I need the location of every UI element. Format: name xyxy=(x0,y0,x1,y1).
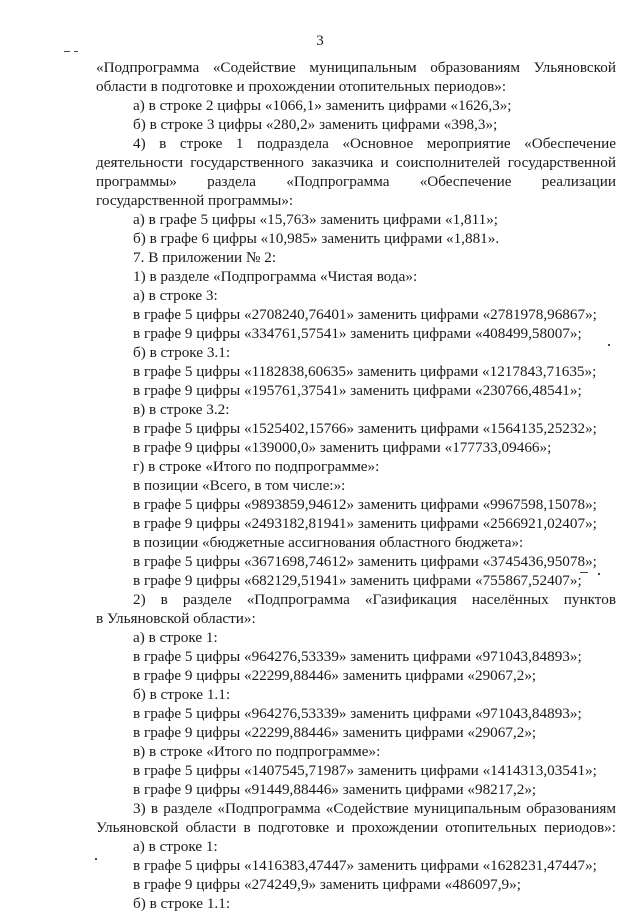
text-line: «Подпрограмма «Содействие муниципальным образованиям Ульяновской xyxy=(96,59,616,76)
text-line: 2) в разделе «Подпрограмма «Газификация населённых пунктов xyxy=(133,591,616,608)
text-line: в графе 5 цифры «3671698,74612» заменить цифрами «3745436,95078»; xyxy=(133,553,597,570)
text-line: б) в строке 3.1: xyxy=(133,344,231,361)
text-line: 4) в строке 1 подраздела «Основное мероприятие «Обеспечение xyxy=(133,135,616,152)
text-line: в графе 9 цифры «334761,57541» заменить цифрами «408499,58007»; xyxy=(133,325,582,342)
text-line: программы» раздела «Подпрограмма «Обеспечение реализации xyxy=(96,173,616,190)
text-line: б) в графе 6 цифры «10,985» заменить цифрами «1,881». xyxy=(133,230,500,247)
text-line: в позиции «бюджетные ассигнования областного бюджета»: xyxy=(133,534,524,551)
text-line: Ульяновской области в подготовке и прохождении отопительных периодов»: xyxy=(96,819,616,836)
text-line: а) в строке 1: xyxy=(133,838,218,855)
document-body xyxy=(96,58,616,913)
page-number: 3 xyxy=(316,33,324,49)
text-line: государственной программы»: xyxy=(96,192,294,209)
text-line: в графе 9 цифры «91449,88446» заменить цифрами «98217,2»; xyxy=(133,781,537,798)
text-line: в) в строке 3.2: xyxy=(133,401,230,418)
text-line: в графе 5 цифры «9893859,94612» заменить цифрами «9967598,15078»; xyxy=(133,496,597,513)
text-line: области в подготовке и прохождении отопительных периодов»: xyxy=(96,78,507,95)
text-line: б) в строке 3 цифры «280,2» заменить цифрами «398,3»; xyxy=(133,116,498,133)
scan-mark xyxy=(74,51,78,52)
text-line: в графе 9 цифры «682129,51941» заменить цифрами «755867,52407»; xyxy=(133,572,582,589)
text-line: 3) в разделе «Подпрограмма «Содействие муниципальным образованиям xyxy=(133,800,616,817)
text-line: в графе 5 цифры «964276,53339» заменить цифрами «971043,84893»; xyxy=(133,705,582,722)
text-line: а) в строке 1: xyxy=(133,629,218,646)
scan-mark xyxy=(64,51,70,52)
text-line: в графе 9 цифры «195761,37541» заменить цифрами «230766,48541»; xyxy=(133,382,582,399)
text-line: б) в строке 1.1: xyxy=(133,895,231,912)
text-line: в графе 9 цифры «22299,88446» заменить цифрами «29067,2»; xyxy=(133,667,537,684)
text-line: б) в строке 1.1: xyxy=(133,686,231,703)
text-line: в графе 5 цифры «1407545,71987» заменить цифрами «1414313,03541»; xyxy=(133,762,597,779)
text-line: а) в строке 3: xyxy=(133,287,218,304)
text-line: в графе 9 цифры «2493182,81941» заменить цифрами «2566921,02407»; xyxy=(133,515,597,532)
text-line: г) в строке «Итого по подпрограмме»: xyxy=(133,458,380,475)
text-line: в графе 5 цифры «964276,53339» заменить цифрами «971043,84893»; xyxy=(133,648,582,665)
text-line: в графе 5 цифры «1525402,15766» заменить цифрами «1564135,25232»; xyxy=(133,420,597,437)
text-line: в) в строке «Итого по подпрограмме»: xyxy=(133,743,381,760)
text-line: а) в строке 2 цифры «1066,1» заменить цифрами «1626,3»; xyxy=(133,97,512,114)
text-line: в графе 9 цифры «139000,0» заменить цифрами «177733,09466»; xyxy=(133,439,552,456)
text-line: в графе 5 цифры «1416383,47447» заменить цифрами «1628231,47447»; xyxy=(133,857,597,874)
text-line: а) в графе 5 цифры «15,763» заменить цифрами «1,811»; xyxy=(133,211,499,228)
text-line: деятельности государственного заказчика и соисполнителей государственной xyxy=(96,154,616,171)
text-line: в Ульяновской области»: xyxy=(96,610,256,627)
text-line: 1) в разделе «Подпрограмма «Чистая вода»: xyxy=(133,268,418,285)
text-line: в графе 9 цифры «22299,88446» заменить цифрами «29067,2»; xyxy=(133,724,537,741)
text-line: в графе 9 цифры «274249,9» заменить цифрами «486097,9»; xyxy=(133,876,521,893)
text-line: в позиции «Всего, в том числе:»: xyxy=(133,477,346,494)
text-line: в графе 5 цифры «1182838,60635» заменить цифрами «1217843,71635»; xyxy=(133,363,597,380)
text-line: в графе 5 цифры «2708240,76401» заменить цифрами «2781978,96867»; xyxy=(133,306,597,323)
text-line: 7. В приложении № 2: xyxy=(133,249,277,266)
